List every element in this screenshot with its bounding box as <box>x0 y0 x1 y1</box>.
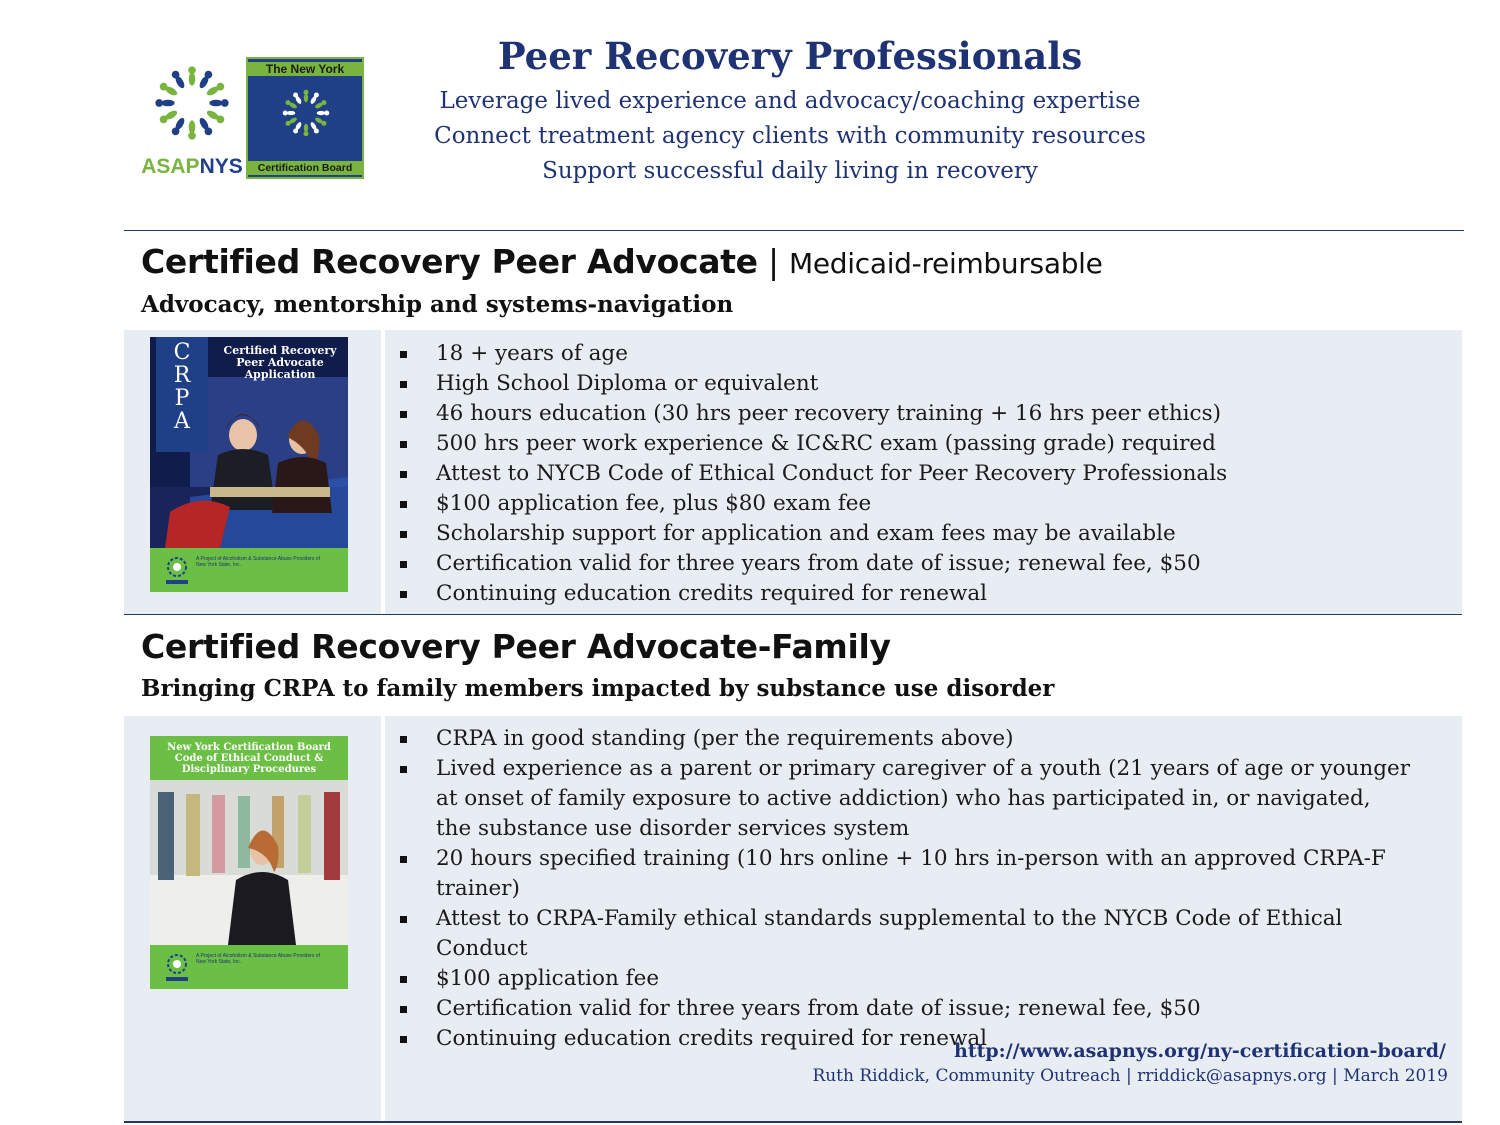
list-item: 20 hours specified training (10 hrs online + 10 hrs in-person with an approved CRPA-F trainer) <box>400 844 1410 904</box>
asapnys-logo-text: ASAPNYS <box>141 155 243 178</box>
person-figure-icon <box>188 120 196 139</box>
list-item: Certification valid for three years from date of issue; renewal fee, $50 <box>400 549 1460 579</box>
section-title: Certified Recovery Peer Advocate-Family <box>141 627 891 666</box>
person-figure-icon <box>198 71 212 90</box>
nycb-logo <box>246 57 364 179</box>
divider <box>124 1121 1462 1123</box>
person-figure-icon <box>198 116 212 135</box>
person-figure-icon <box>303 90 308 103</box>
person-figure-icon <box>160 83 179 97</box>
list-item: Lived experience as a parent or primary caregiver of a youth (21 years of age or younger at onset of family exposure to active addiction) who has participated in, or navigated, the substance use disorder services system <box>400 754 1410 844</box>
cover-publisher-text: A Project of Alcoholism & Substance Abuse Providers of New York State, Inc. <box>196 556 320 568</box>
list-item: High School Diploma or equivalent <box>400 369 1460 399</box>
person-figure-icon <box>172 71 186 90</box>
footer-credit: Ruth Riddick, Community Outreach | rriddick@asapnys.org | March 2019 <box>812 1066 1448 1086</box>
cover-publisher-text: A Project of Alcoholism & Substance Abuse Providers of New York State, Inc. <box>196 953 320 965</box>
header-line: Support successful daily living in recovery <box>542 158 1038 184</box>
person-figure-icon <box>209 99 228 107</box>
list-item: 18 + years of age <box>400 339 1460 369</box>
requirements-list <box>400 724 1410 1054</box>
person-figure-icon <box>160 109 179 123</box>
people-circle-icon <box>275 82 337 144</box>
cover-title: Certified Recovery Peer Advocate Application <box>223 344 337 381</box>
list-item: Continuing education credits required for renewal <box>400 579 1460 609</box>
list-item: 46 hours education (30 hrs peer recovery training + 16 hrs peer ethics) <box>400 399 1460 429</box>
list-item: Attest to NYCB Code of Ethical Conduct for Peer Recovery Professionals <box>400 459 1460 489</box>
nycb-logo-bottom-text: Certification Board <box>248 161 362 175</box>
person-figure-icon <box>205 83 224 97</box>
person-figure-icon <box>303 124 308 137</box>
page-title: Peer Recovery Professionals <box>497 34 1083 78</box>
cover-photo <box>150 780 348 945</box>
list-item: $100 application fee <box>400 964 1410 994</box>
people-circle-icon <box>140 55 244 155</box>
list-item: Continuing education credits required for renewal <box>400 1024 1410 1054</box>
section-title: Certified Recovery Peer Advocate | Medicaid-reimbursable <box>141 242 1103 281</box>
header-line: Connect treatment agency clients with community resources <box>434 123 1146 149</box>
list-item: Attest to CRPA-Family ethical standards supplemental to the NYCB Code of Ethical Conduct <box>400 904 1410 964</box>
nycb-logo-top-text: The New York <box>248 62 362 76</box>
person-figure-icon <box>188 66 196 85</box>
cover-title: New York Certification Board Code of Ethical Conduct & Disciplinary Procedures <box>167 742 331 775</box>
person-figure-icon <box>283 110 296 115</box>
code-of-ethics-cover-image <box>150 736 348 989</box>
crpa-letters: C R P A <box>173 340 191 434</box>
requirements-list <box>400 339 1460 609</box>
panel-divider <box>381 716 385 1122</box>
header-line: Leverage lived experience and advocacy/coaching expertise <box>439 88 1141 114</box>
person-figure-icon <box>205 109 224 123</box>
asapnys-small-logo-icon <box>164 951 190 983</box>
list-item: Scholarship support for application and exam fees may be available <box>400 519 1460 549</box>
person-figure-icon <box>317 110 330 115</box>
list-item: CRPA in good standing (per the requirements above) <box>400 724 1410 754</box>
divider <box>124 230 1464 231</box>
asapnys-logo <box>140 55 244 183</box>
list-item: 500 hrs peer work experience & IC&RC exam (passing grade) required <box>400 429 1460 459</box>
cover-footer <box>150 548 348 592</box>
asapnys-small-logo-icon <box>164 554 190 586</box>
crpa-application-cover-image <box>150 337 348 592</box>
certification-board-link[interactable]: http://www.asapnys.org/ny-certification-board/ <box>954 1040 1446 1062</box>
person-figure-icon <box>155 99 174 107</box>
list-item: Certification valid for three years from date of issue; renewal fee, $50 <box>400 994 1410 1024</box>
divider <box>124 614 1462 615</box>
list-item: $100 application fee, plus $80 exam fee <box>400 489 1460 519</box>
panel-divider <box>381 330 385 614</box>
cover-footer <box>150 945 348 989</box>
person-figure-icon <box>172 116 186 135</box>
section-subtitle: Advocacy, mentorship and systems-navigation <box>141 291 734 318</box>
section-subtitle: Bringing CRPA to family members impacted by substance use disorder <box>141 675 1055 702</box>
